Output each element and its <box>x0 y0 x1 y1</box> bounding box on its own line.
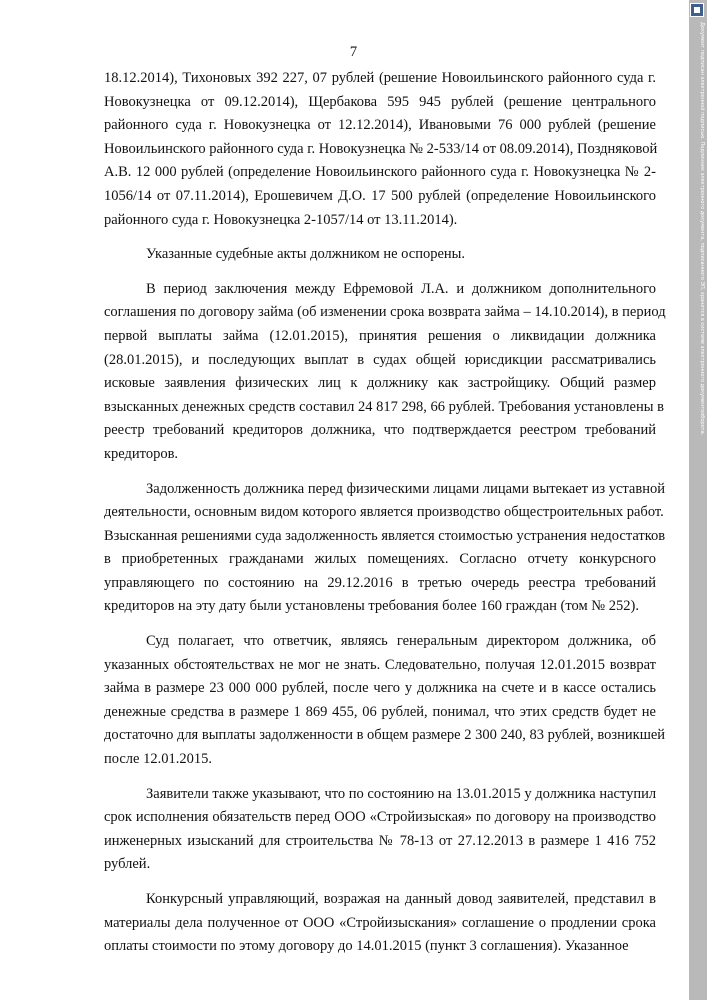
text-line: взысканных денежных средств составил 24 817 298, 66 рублей. Требования установлены в <box>104 398 664 415</box>
paragraph <box>104 630 666 772</box>
document-body <box>104 67 666 970</box>
paragraph <box>104 478 666 620</box>
paragraph <box>104 278 666 467</box>
text-line: Задолженность должника перед физическими лицами лицами вытекает из уставной <box>146 480 665 497</box>
text-line: управляющего по состоянию на 29.12.2016 в третью очередь реестра требований <box>104 574 656 591</box>
text-line: указанных обстоятельствах не мог не знать. Следовательно, получая 12.01.2015 возврат <box>104 656 656 673</box>
text-line: реестр требований кредиторов должника, что подтверждается реестром требований <box>104 422 656 439</box>
text-line: рублей. <box>104 856 151 873</box>
signature-sidebar <box>689 0 707 1000</box>
text-line: Взысканная решениями суда задолженность является стоимостью устранения недостатков <box>104 527 666 544</box>
text-line: Указанные судебные акты должником не оспорены. <box>146 246 466 263</box>
text-line: достаточно для выплаты задолженности в общем размере 2 300 240, 83 рублей, возникшей <box>104 727 666 744</box>
text-line: соглашения по договору займа (об изменении срока возврата займа – 14.10.2014), в период <box>104 304 666 321</box>
text-line: Заявители также указывают, что по состоянию на 13.01.2015 у должника наступил <box>146 785 657 802</box>
text-line: 18.12.2014), Тихоновых 392 227, 07 рублей (решение Новоильинского районного суда г. <box>104 70 656 86</box>
paragraph <box>104 243 656 267</box>
text-line: материалы дела полученное от ООО «Стройизыскания» соглашение о продлении срока <box>104 914 656 931</box>
text-line: районного суда г. Новокузнецка от 12.12.2014), Ивановыми 76 000 рублей (решение <box>104 117 656 134</box>
text-line: займа в размере 23 000 000 рублей, после чего у должника на счете и в кассе остались <box>104 680 656 697</box>
paragraph <box>104 783 656 877</box>
text-line: денежные средства в размере 1 869 455, 06 рублей, понимал, что этих средств будет не <box>104 703 656 720</box>
text-line: районного суда г. Новокузнецка 2-1057/14 от 13.11.2014). <box>104 211 458 228</box>
text-line: срок исполнения обязательств перед ООО «Стройизыская» по договору на производство <box>104 809 656 826</box>
text-line: (28.01.2015), и последующих выплат в судах общей юрисдикции рассматривались <box>104 351 656 368</box>
text-line: после 12.01.2015. <box>104 751 212 768</box>
text-line: А.В. 12 000 рублей (определение Новоильинского районного суда г. Новокузнецка № 2- <box>104 164 656 181</box>
text-line: кредиторов на эту дату были установлены требования более 160 граждан (том № 252). <box>104 598 639 615</box>
text-line: Новоильинского районного суда г. Новокузнецка № 2-533/14 от 08.09.2014), Поздняковой <box>104 140 658 157</box>
text-line: Суд полагает, что ответчик, являясь генеральным директором должника, об <box>146 633 656 650</box>
text-line: кредиторов. <box>104 445 179 462</box>
text-line: Новокузнецка от 09.12.2014), Щербакова 595 945 рублей (решение центрального <box>104 93 656 110</box>
text-line: В период заключения между Ефремовой Л.А. и должником дополнительного <box>146 280 656 297</box>
paragraph <box>104 888 656 959</box>
text-line: исковые заявления физических лиц к должнику как застройщику. Общий размер <box>104 375 656 392</box>
paragraph <box>104 67 656 232</box>
text-line: инженерных изысканий для строительства № 78-13 от 27.12.2013 в размере 1 416 752 <box>104 832 656 849</box>
page-number: 7 <box>349 44 358 60</box>
text-line: оплаты стоимости по этому договору до 14.01.2015 (пункт 3 соглашения). Указанное <box>104 938 629 955</box>
document-logo-icon <box>690 3 704 17</box>
sidebar-note: Документ подписан электронной подписью. Подлинник электронного документа, подписанного ЭП, хранится в системе электронного документооборота. <box>699 22 705 436</box>
text-line: Конкурсный управляющий, возражая на данный довод заявителей, представил в <box>146 891 656 907</box>
text-line: первой выплаты займа (12.01.2015), принятия решения о ликвидации должника <box>104 327 656 344</box>
text-line: деятельности, основным видом которого является производство общестроительных работ. <box>104 504 664 521</box>
text-line: в приобретенных гражданами жилых помещениях. Согласно отчету конкурсного <box>104 551 656 568</box>
text-line: 1056/14 от 07.11.2014), Ерошевичем Д.О. 17 500 рублей (определение Новоильинского <box>104 187 656 204</box>
